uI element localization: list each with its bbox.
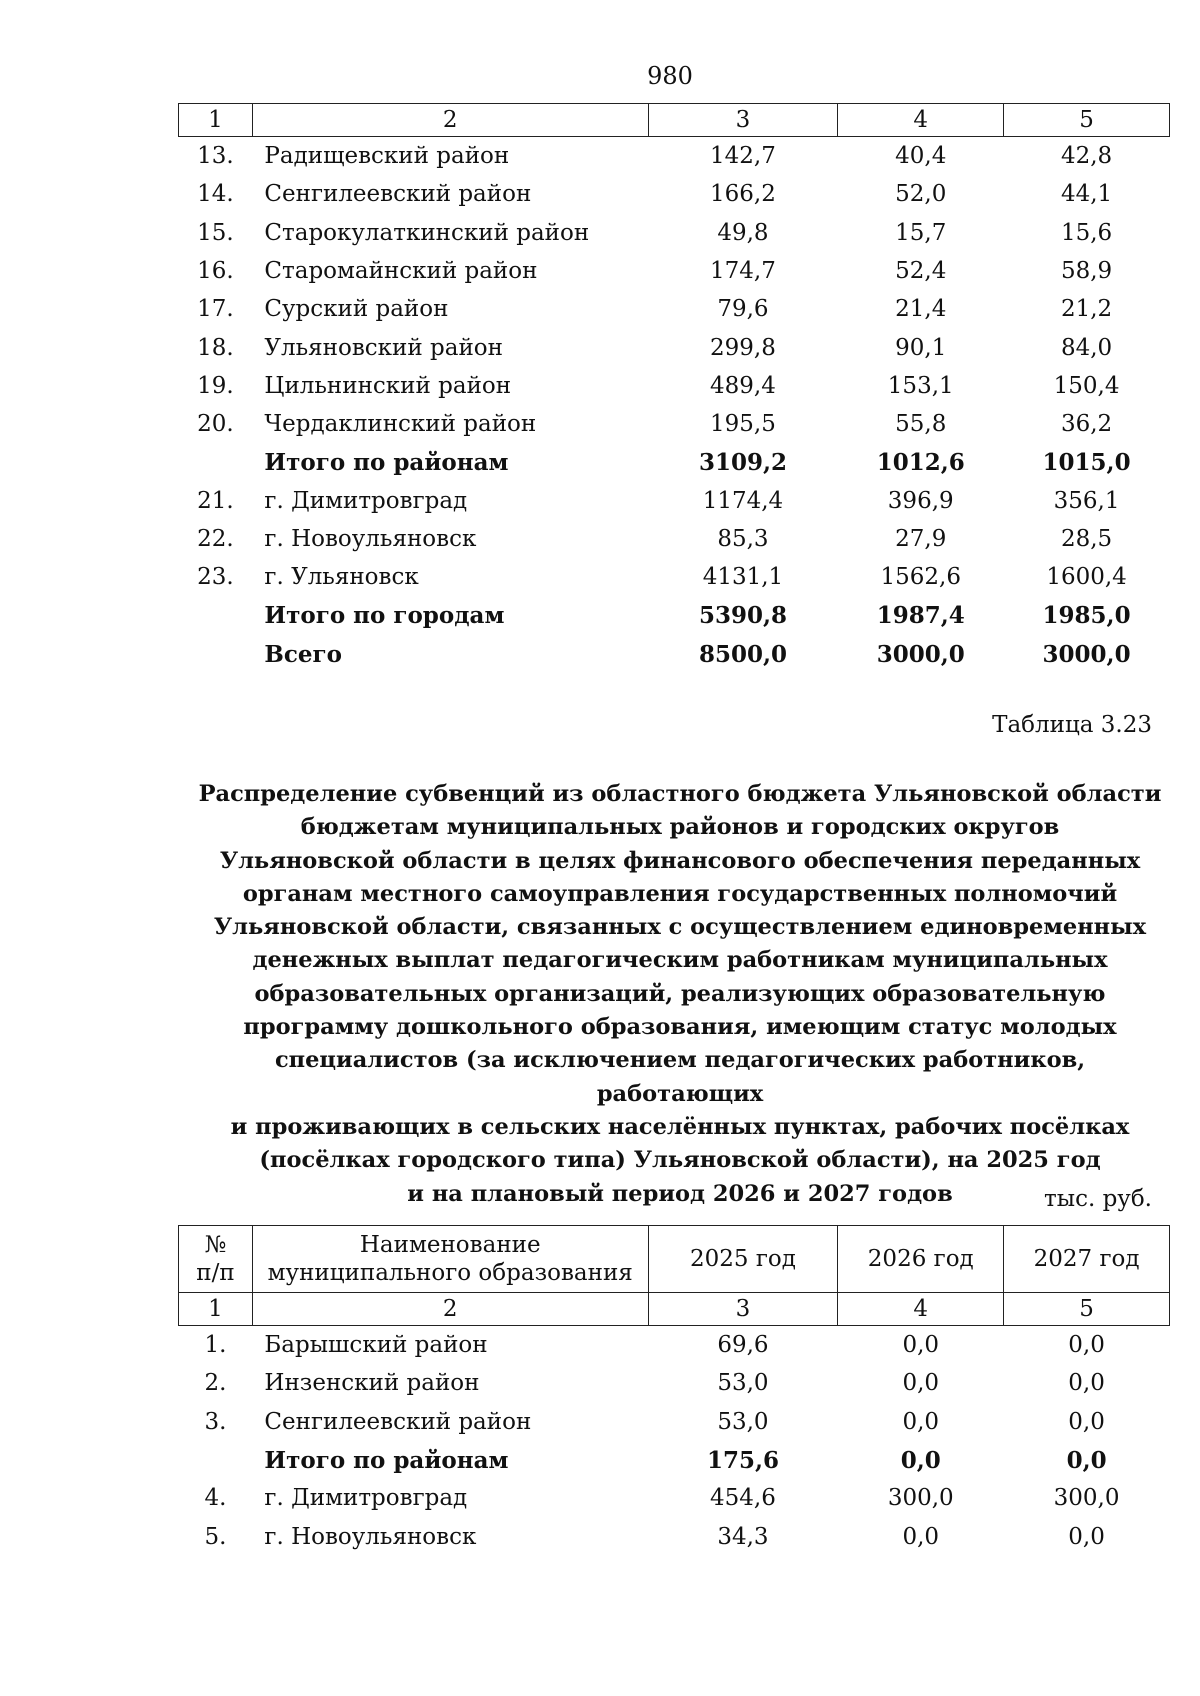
municipality-name: г. Димитровград — [264, 1485, 468, 1512]
value-2026: 1012,6 — [876, 449, 965, 477]
row-number: 20. — [197, 411, 234, 438]
value-2025: 53,0 — [717, 1370, 769, 1397]
title-line: Распределение субвенций из областного бюджета Ульяновской области — [198, 781, 1162, 807]
table-row — [179, 252, 1170, 290]
table-row — [179, 1517, 1170, 1555]
table-row — [179, 1364, 1170, 1402]
table-row — [179, 328, 1170, 366]
value-2025: 299,8 — [710, 334, 776, 361]
municipality-name: Цильнинский район — [264, 372, 512, 399]
title-line: и проживающих в сельских населённых пунктах, рабочих посёлках — [230, 1113, 1130, 1140]
column-number: 2 — [252, 1293, 648, 1326]
municipality-name: Итого по городам — [264, 602, 505, 630]
row-number: 14. — [197, 181, 234, 208]
table-total-row — [179, 597, 1170, 635]
column-number: 5 — [1004, 104, 1170, 137]
unit-label: тыс. руб. — [1044, 1186, 1152, 1212]
column-number: 4 — [838, 1293, 1004, 1326]
value-2026: 0,0 — [902, 1370, 940, 1397]
value-2026: 3000,0 — [876, 640, 965, 668]
value-2025: 175,6 — [706, 1446, 779, 1474]
value-2026: 27,9 — [895, 526, 947, 553]
row-number — [179, 443, 253, 481]
header-2027: 2027 год — [1004, 1226, 1170, 1293]
municipality-name: Сенгилеевский район — [264, 181, 532, 208]
value-2025: 454,6 — [710, 1485, 776, 1512]
municipality-name: Барышский район — [264, 1332, 488, 1359]
value-2026: 0,0 — [902, 1332, 940, 1359]
title-line: специалистов (за исключением педагогических работников, работающих — [274, 1047, 1086, 1107]
subvention-table-continued — [178, 103, 1170, 673]
value-2027: 1015,0 — [1042, 449, 1131, 477]
value-2026: 0,0 — [902, 1523, 940, 1550]
municipality-name: Сенгилеевский район — [264, 1408, 532, 1435]
column-number-row — [179, 1293, 1170, 1326]
header-name-line1: Наименование — [359, 1232, 541, 1258]
row-number: 2. — [204, 1370, 227, 1397]
municipality-name: Сурский район — [264, 296, 449, 323]
column-number: 4 — [838, 104, 1004, 137]
row-number: 21. — [197, 487, 234, 514]
value-2025: 4131,1 — [702, 564, 784, 591]
value-2025: 53,0 — [717, 1408, 769, 1435]
title-line: Ульяновской области в целях финансового обеспечения переданных — [219, 847, 1141, 874]
title-line: и на плановый период 2026 и 2027 годов — [407, 1180, 953, 1207]
municipality-name: Радищевский район — [264, 143, 510, 170]
row-number — [179, 635, 253, 673]
value-2027: 0,0 — [1068, 1370, 1105, 1397]
municipality-name: Чердаклинский район — [264, 411, 537, 438]
value-2027: 0,0 — [1068, 1408, 1105, 1435]
table-row — [179, 1326, 1170, 1365]
column-number: 1 — [179, 104, 253, 137]
value-2027: 21,2 — [1060, 296, 1113, 323]
value-2026: 0,0 — [902, 1408, 940, 1435]
row-number: 3. — [204, 1408, 227, 1435]
row-number: 5. — [204, 1523, 227, 1550]
value-2025: 489,4 — [710, 372, 776, 399]
row-number: 13. — [197, 143, 234, 170]
value-2026: 21,4 — [895, 296, 947, 323]
header-name-line2: муниципального образования — [267, 1260, 633, 1286]
table-row — [179, 405, 1170, 443]
table-row — [179, 175, 1170, 213]
value-2025: 5390,8 — [698, 602, 787, 630]
header-2026: 2026 год — [838, 1226, 1004, 1293]
header-row — [179, 1226, 1170, 1293]
title-line: бюджетам муниципальных районов и городских округов — [300, 814, 1060, 841]
value-2026: 396,9 — [887, 487, 954, 514]
value-2027: 3000,0 — [1042, 640, 1131, 668]
row-number: 16. — [197, 258, 234, 285]
municipality-name: Ульяновский район — [264, 334, 503, 361]
row-number: 23. — [197, 564, 234, 591]
value-2026: 153,1 — [887, 372, 954, 399]
row-number — [179, 597, 253, 635]
column-number: 5 — [1004, 1293, 1170, 1326]
page-number: 980 — [647, 62, 693, 90]
column-number: 3 — [648, 104, 838, 137]
header-number-line1: № — [204, 1232, 227, 1258]
table-row — [179, 558, 1170, 596]
value-2027: 150,4 — [1053, 372, 1120, 399]
value-2025: 166,2 — [710, 181, 776, 208]
value-2025: 1174,4 — [702, 487, 784, 514]
table-row — [179, 482, 1170, 520]
row-number: 1. — [204, 1332, 227, 1359]
table-row — [179, 214, 1170, 252]
column-number: 2 — [252, 104, 648, 137]
table-total-row — [179, 635, 1170, 673]
row-number: 19. — [197, 372, 234, 399]
municipality-name: Старомайнский район — [264, 258, 538, 285]
value-2027: 44,1 — [1060, 181, 1113, 208]
header-name — [252, 1226, 648, 1293]
value-2027: 15,6 — [1060, 219, 1113, 246]
column-number-row — [179, 104, 1170, 137]
municipality-name: Итого по районам — [264, 1446, 509, 1474]
value-2027: 300,0 — [1053, 1485, 1120, 1512]
value-2025: 79,6 — [717, 296, 769, 323]
table-row — [179, 520, 1170, 558]
value-2027: 1985,0 — [1042, 602, 1131, 630]
municipality-name: Всего — [264, 640, 342, 668]
value-2025: 195,5 — [710, 411, 776, 438]
value-2027: 1600,4 — [1046, 564, 1127, 591]
table-row — [179, 1403, 1170, 1441]
title-line: Ульяновской области, связанных с осуществлением единовременных — [213, 914, 1147, 941]
municipality-name: г. Новоульяновск — [264, 1523, 477, 1550]
value-2026: 40,4 — [895, 143, 947, 170]
value-2026: 90,1 — [895, 334, 947, 361]
subvention-table-3-23 — [178, 1225, 1170, 1556]
value-2025: 69,6 — [717, 1332, 769, 1359]
value-2025: 8500,0 — [698, 640, 787, 668]
value-2027: 58,9 — [1060, 258, 1113, 285]
row-number: 15. — [197, 219, 234, 246]
column-number: 3 — [648, 1293, 838, 1326]
municipality-name: г. Новоульяновск — [264, 526, 477, 553]
title-line: образовательных организаций, реализующих образовательную — [254, 980, 1106, 1007]
table-label: Таблица 3.23 — [992, 712, 1152, 738]
value-2027: 28,5 — [1060, 526, 1113, 553]
title-line: (посёлках городского типа) Ульяновской области), на 2025 год — [259, 1147, 1101, 1174]
value-2025: 142,7 — [710, 143, 776, 170]
value-2026: 0,0 — [900, 1446, 941, 1474]
value-2026: 1562,6 — [880, 564, 961, 591]
value-2025: 174,7 — [710, 258, 776, 285]
value-2026: 300,0 — [887, 1485, 954, 1512]
value-2027: 0,0 — [1068, 1523, 1105, 1550]
title-line: денежных выплат педагогическим работникам муниципальных — [252, 947, 1108, 974]
table-row — [179, 1479, 1170, 1517]
municipality-name: Итого по районам — [264, 449, 509, 477]
table-title — [190, 778, 1170, 1211]
value-2027: 36,2 — [1060, 411, 1113, 438]
value-2027: 356,1 — [1053, 487, 1120, 514]
table-total-row — [179, 1441, 1170, 1479]
table-body — [179, 1326, 1170, 1556]
row-number: 4. — [204, 1485, 227, 1512]
header-number — [179, 1226, 253, 1293]
value-2027: 0,0 — [1068, 1332, 1105, 1359]
row-number — [179, 1441, 253, 1479]
value-2025: 34,3 — [717, 1523, 769, 1550]
municipality-name: Инзенский район — [264, 1370, 480, 1397]
table-body — [179, 137, 1170, 674]
value-2026: 15,7 — [895, 219, 947, 246]
header-2025: 2025 год — [648, 1226, 838, 1293]
column-number: 1 — [179, 1293, 253, 1326]
value-2027: 42,8 — [1060, 143, 1113, 170]
value-2026: 55,8 — [895, 411, 947, 438]
municipality-name: Старокулаткинский район — [264, 219, 590, 246]
value-2026: 52,4 — [895, 258, 947, 285]
title-line: органам местного самоуправления государственных полномочий — [242, 880, 1118, 907]
row-number: 17. — [197, 296, 234, 323]
municipality-name: г. Димитровград — [264, 487, 468, 514]
value-2025: 49,8 — [717, 219, 769, 246]
table-row — [179, 290, 1170, 328]
table-row — [179, 367, 1170, 405]
value-2025: 3109,2 — [698, 449, 787, 477]
value-2027: 0,0 — [1066, 1446, 1107, 1474]
value-2026: 52,0 — [895, 181, 947, 208]
value-2027: 84,0 — [1060, 334, 1113, 361]
value-2026: 1987,4 — [876, 602, 965, 630]
municipality-name: г. Ульяновск — [264, 564, 419, 591]
header-number-line2: п/п — [196, 1260, 235, 1286]
title-line: программу дошкольного образования, имеющим статус молодых — [243, 1014, 1117, 1041]
table-total-row — [179, 443, 1170, 481]
table-row — [179, 137, 1170, 176]
row-number: 22. — [197, 526, 234, 553]
row-number: 18. — [197, 334, 234, 361]
value-2025: 85,3 — [717, 526, 769, 553]
